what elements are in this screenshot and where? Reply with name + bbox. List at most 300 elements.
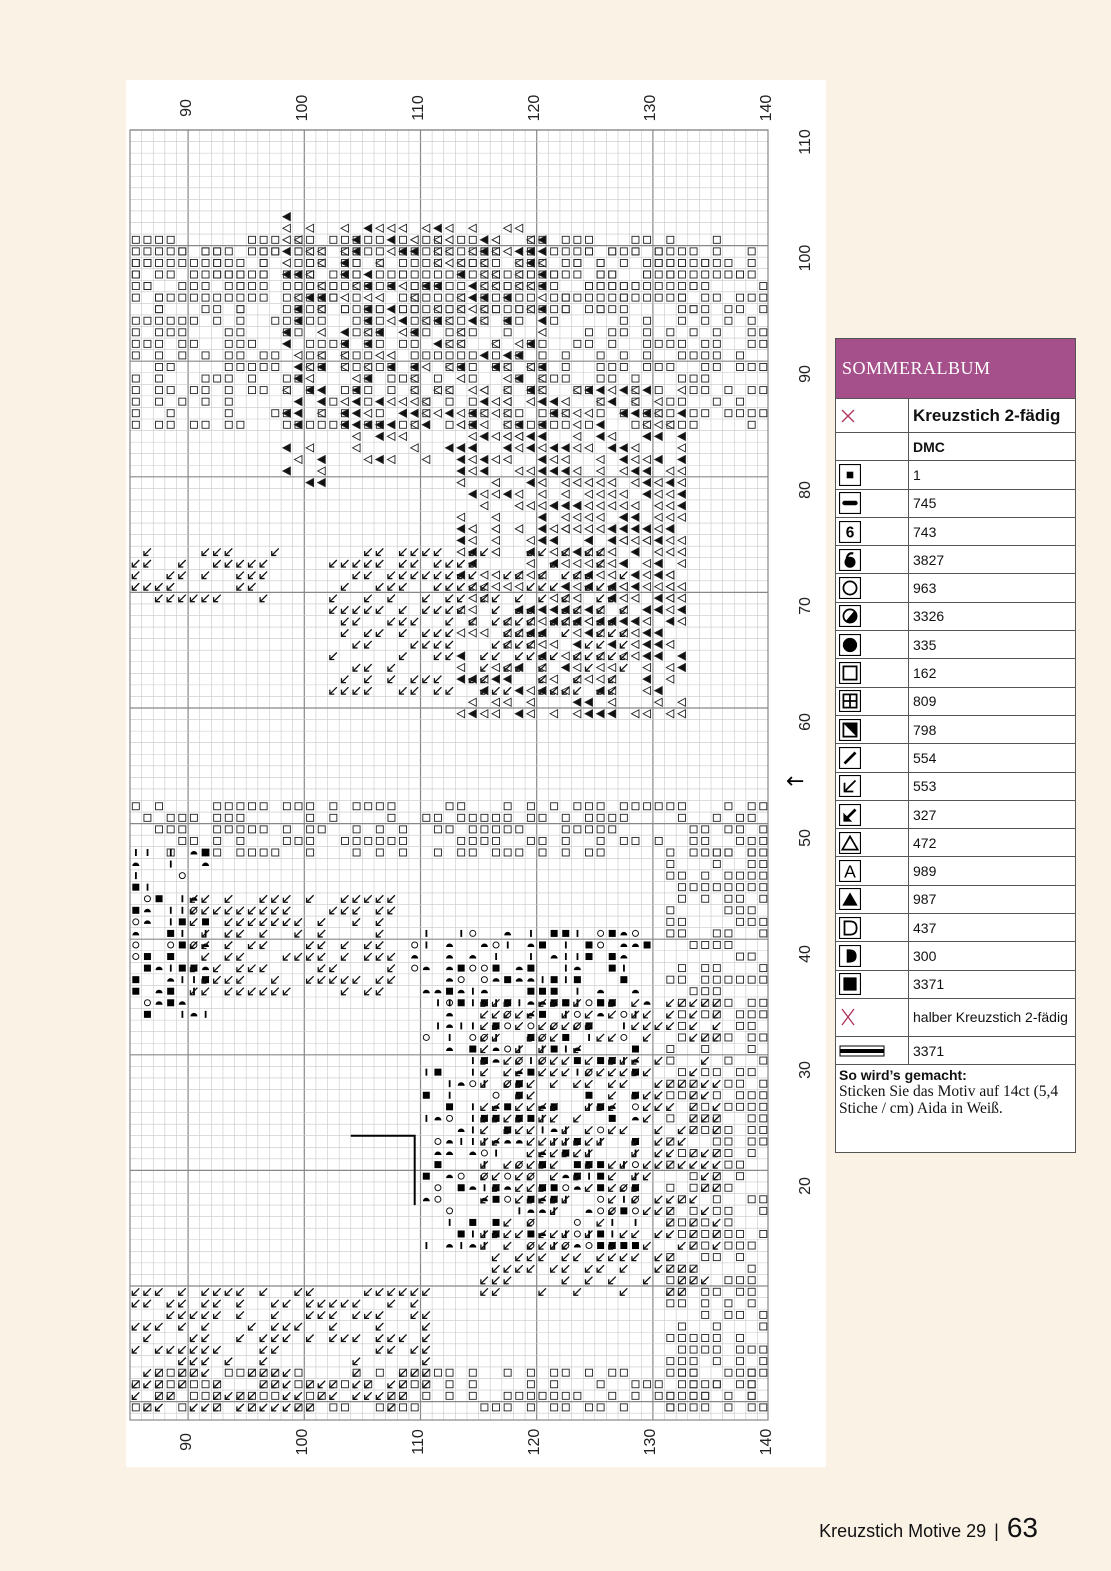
stitch-mark — [225, 271, 232, 278]
stitch-mark — [493, 1196, 500, 1203]
stitch-mark — [690, 1184, 697, 1191]
stitch-mark — [737, 1173, 744, 1180]
stitch-mark — [493, 352, 500, 359]
stitch-mark — [620, 803, 627, 810]
stitch-mark — [353, 572, 360, 579]
stitch-mark — [423, 1092, 430, 1099]
stitch-mark — [748, 849, 755, 856]
stitch-mark — [469, 490, 477, 498]
stitch-mark — [283, 375, 290, 382]
stitch-mark — [307, 1381, 314, 1388]
stitch-mark — [585, 386, 593, 394]
stitch-mark — [132, 572, 139, 579]
stitch-mark — [144, 1011, 151, 1018]
stitch-mark — [585, 525, 593, 533]
stitch-mark — [341, 837, 348, 844]
stitch-mark — [702, 1277, 709, 1284]
stitch-mark — [458, 990, 465, 993]
stitch-mark — [609, 375, 616, 382]
stitch-mark — [667, 999, 674, 1006]
stitch-mark — [376, 1288, 383, 1295]
stitch-mark — [181, 930, 183, 937]
stitch-mark — [573, 698, 581, 706]
grid-lines — [130, 130, 768, 1420]
stitch-mark — [272, 1346, 279, 1353]
stitch-mark — [167, 988, 174, 995]
stitch-mark — [353, 1369, 360, 1376]
stitch-mark — [542, 1126, 544, 1133]
stitch-mark — [400, 306, 407, 313]
legend-row — [836, 942, 1075, 970]
stitch-mark — [713, 884, 720, 891]
stitch-mark — [365, 606, 372, 613]
stitch-mark — [515, 271, 523, 279]
stitch-mark — [484, 1184, 486, 1191]
stitch-mark — [620, 525, 628, 533]
stitch-mark — [446, 1392, 453, 1399]
stitch-mark — [481, 814, 488, 821]
stitch-mark — [573, 594, 581, 602]
stitch-mark — [620, 1254, 627, 1261]
stitch-mark — [411, 1381, 418, 1388]
stitch-mark — [678, 259, 685, 266]
stitch-mark — [760, 861, 767, 868]
stitch-mark — [690, 1069, 697, 1076]
stitch-mark — [597, 421, 605, 429]
dmc-code: 3827 — [913, 551, 945, 568]
stitch-mark — [737, 976, 744, 983]
stitch-mark — [376, 930, 383, 937]
stitch-mark — [585, 1057, 592, 1064]
stitch-mark — [527, 479, 535, 487]
stitch-mark — [666, 467, 674, 475]
stitch-mark — [725, 1392, 732, 1399]
stitch-mark — [527, 1115, 534, 1122]
stitch-mark — [609, 1196, 616, 1203]
stitch-mark — [574, 1219, 580, 1225]
stitch-mark — [458, 1230, 465, 1237]
stitch-mark — [702, 1311, 709, 1318]
stitch-mark — [376, 548, 383, 555]
stitch-mark — [504, 572, 511, 579]
stitch-mark — [411, 294, 419, 302]
stitch-mark — [577, 930, 579, 937]
stitch-mark — [457, 375, 465, 383]
stitch-mark — [690, 259, 697, 266]
stitch-mark — [272, 410, 279, 417]
stitch-mark — [469, 259, 476, 266]
stitch-mark — [527, 710, 535, 718]
stitch-mark — [748, 421, 755, 428]
stitch-mark — [353, 444, 361, 452]
dmc-code: 3326 — [913, 608, 945, 625]
stitch-mark — [434, 340, 442, 348]
stitch-mark — [295, 953, 302, 960]
stitch-mark — [446, 967, 453, 971]
stitch-mark — [690, 306, 697, 313]
stitch-mark — [214, 248, 221, 255]
column-label: 100 — [294, 94, 312, 122]
stitch-mark — [655, 606, 663, 614]
stitch-mark — [132, 236, 139, 243]
stitch-mark — [667, 363, 674, 370]
stitch-mark — [481, 652, 488, 659]
stitch-mark — [565, 1046, 567, 1053]
stitch-mark — [748, 1369, 755, 1376]
stitch-mark — [388, 664, 395, 671]
stitch-mark — [760, 999, 767, 1006]
stitch-mark — [702, 1034, 709, 1041]
stitch-mark — [422, 282, 430, 290]
stitch-mark — [446, 560, 453, 567]
stitch-mark — [667, 1404, 674, 1411]
stitch-mark — [330, 421, 337, 428]
stitch-mark — [446, 955, 453, 959]
stitch-mark — [469, 1219, 476, 1226]
stitch-mark — [585, 1369, 592, 1376]
stitch-mark — [423, 990, 430, 993]
pattern-grid — [126, 80, 826, 1467]
stitch-mark — [225, 375, 232, 382]
stitch-mark — [434, 1161, 441, 1168]
stitch-mark — [551, 294, 558, 301]
stitch-mark — [597, 271, 604, 278]
stitch-mark — [678, 490, 686, 498]
stitch-mark — [330, 560, 337, 567]
stitch-mark — [167, 259, 174, 266]
stitch-mark — [643, 606, 651, 614]
stitch-mark — [748, 1300, 755, 1307]
stitch-mark — [667, 283, 674, 290]
stitch-mark — [562, 294, 569, 301]
stitch-mark — [678, 513, 686, 521]
stitch-mark — [527, 1126, 534, 1133]
stitch-mark — [457, 548, 465, 556]
stitch-mark — [202, 352, 209, 359]
stitch-mark — [167, 294, 174, 301]
stitch-mark — [423, 259, 430, 266]
stitch-mark — [179, 1346, 186, 1353]
stitch-mark — [341, 606, 348, 613]
stitch-mark — [237, 560, 244, 567]
stitch-mark — [621, 1011, 627, 1017]
stitch-mark — [295, 1404, 302, 1411]
stitch-mark — [666, 617, 674, 625]
stitch-mark — [539, 1022, 546, 1029]
stitch-mark — [713, 1080, 720, 1087]
stitch-mark — [655, 594, 663, 602]
stitch-mark — [586, 1243, 592, 1249]
stitch-mark — [493, 1265, 500, 1272]
dmc-code: 3371 — [913, 976, 945, 993]
stitch-mark — [472, 1069, 474, 1076]
stitch-mark — [539, 595, 546, 602]
stitch-mark — [469, 421, 477, 429]
stitch-mark — [725, 1126, 732, 1133]
stitch-mark — [690, 1103, 697, 1110]
stitch-mark — [132, 932, 139, 936]
stitch-mark — [678, 872, 685, 879]
stitch-mark — [214, 1288, 221, 1295]
stitch-mark — [179, 1369, 186, 1376]
stitch-mark — [725, 1277, 732, 1284]
stitch-mark — [655, 1126, 662, 1133]
stitch-mark — [620, 943, 627, 947]
stitch-mark — [469, 1152, 476, 1156]
stitch-mark — [168, 942, 174, 948]
legend-row — [836, 716, 1075, 744]
stitch-mark — [516, 849, 523, 856]
stitch-mark — [423, 1198, 430, 1202]
stitch-mark — [237, 988, 244, 995]
stitch-mark — [144, 1369, 151, 1376]
stitch-mark — [632, 837, 639, 844]
stitch-mark — [307, 1404, 314, 1411]
stitch-mark — [713, 340, 720, 347]
stitch-mark — [609, 1277, 616, 1284]
stitch-mark — [190, 387, 197, 394]
stitch-mark — [748, 1277, 755, 1284]
stitch-mark — [411, 409, 419, 417]
stitch-mark — [737, 1022, 744, 1029]
stitch-mark — [260, 271, 267, 278]
stitch-mark — [388, 1288, 395, 1295]
stitch-mark — [504, 849, 511, 856]
stitch-mark — [434, 652, 441, 659]
stitch-mark — [411, 306, 418, 313]
stitch-mark — [307, 814, 314, 821]
stitch-mark — [644, 1115, 651, 1122]
stitch-mark — [597, 675, 605, 683]
stitch-mark — [690, 1242, 697, 1249]
stitch-mark — [144, 560, 151, 567]
stitch-mark — [562, 236, 569, 243]
stitch-mark — [551, 1381, 558, 1388]
stitch-mark — [449, 999, 451, 1006]
stitch-mark — [551, 271, 558, 278]
stitch-mark — [620, 306, 627, 313]
stitch-mark — [702, 363, 709, 370]
stitch-mark — [437, 1022, 439, 1029]
stitch-mark — [341, 988, 348, 995]
stitch-mark — [156, 967, 163, 971]
stitch-mark — [260, 1392, 267, 1399]
stitch-mark — [620, 248, 627, 255]
stitch-mark — [748, 1288, 755, 1295]
stitch-mark — [457, 652, 465, 660]
stitch-mark — [562, 363, 569, 370]
stitch-mark — [713, 941, 720, 948]
stitch-mark — [620, 294, 627, 301]
stitch-mark — [480, 490, 488, 498]
stitch-mark — [283, 895, 290, 902]
stitch-mark — [550, 710, 558, 718]
stitch-mark — [760, 1404, 767, 1411]
stitch-mark — [156, 895, 163, 902]
stitch-mark — [260, 930, 267, 937]
stitch-mark — [493, 1048, 500, 1052]
stitch-mark — [353, 236, 361, 244]
stitch-mark — [527, 1150, 534, 1157]
stitch-mark — [539, 294, 547, 302]
stitch-mark — [365, 687, 372, 694]
stitch-mark — [655, 271, 662, 278]
stitch-mark — [318, 328, 326, 336]
stitch-mark — [690, 1011, 697, 1018]
stitch-mark — [481, 548, 488, 555]
stitch-mark — [597, 837, 604, 844]
stitch-mark — [550, 409, 558, 417]
stitch-mark — [573, 525, 581, 533]
stitch-mark — [423, 595, 430, 602]
stitch-mark — [353, 375, 361, 383]
stitch-mark — [179, 1358, 186, 1365]
stitch-mark — [644, 294, 651, 301]
stitch-mark — [179, 1001, 186, 1005]
stitch-mark — [132, 340, 139, 347]
stitch-mark — [225, 352, 232, 359]
stitch-mark — [527, 943, 534, 947]
stitch-mark — [748, 1196, 755, 1203]
stitch-mark — [667, 872, 674, 879]
stitch-mark — [515, 375, 523, 383]
stitch-mark — [446, 595, 453, 602]
stitch-mark — [132, 1381, 139, 1388]
stitch-mark — [620, 1126, 627, 1133]
stitch-mark — [307, 283, 314, 290]
stitch-mark — [586, 1000, 592, 1006]
stitch-mark — [132, 583, 139, 590]
stitch-mark — [399, 282, 407, 290]
stitch-mark — [341, 1381, 348, 1388]
stitch-mark — [527, 988, 534, 995]
stitch-mark — [760, 1207, 767, 1214]
stitch-mark — [713, 1022, 720, 1029]
stitch-mark — [702, 1115, 709, 1122]
stitch-mark — [702, 1092, 709, 1099]
stitch-mark — [283, 213, 291, 221]
stitch-mark — [690, 1126, 697, 1133]
stitch-mark — [655, 1230, 662, 1237]
stitch-mark — [423, 1034, 429, 1040]
stitch-mark — [446, 943, 453, 947]
stitch-mark — [678, 1080, 685, 1087]
stitch-mark — [527, 421, 534, 428]
stitch-mark — [156, 1323, 163, 1330]
stitch-mark — [458, 1128, 465, 1131]
stitch-mark — [353, 826, 360, 833]
stitch-mark — [330, 294, 337, 301]
stitch-mark — [760, 340, 767, 347]
stitch-mark — [678, 1369, 685, 1376]
stitch-mark — [748, 814, 755, 821]
stitch-mark — [426, 941, 428, 948]
legend-row — [836, 546, 1075, 574]
stitch-mark — [748, 387, 755, 394]
stitch-mark — [527, 1369, 534, 1376]
stitch-mark — [458, 1082, 465, 1086]
stitch-mark — [585, 502, 593, 510]
stitch-mark — [341, 1335, 348, 1342]
stitch-mark — [565, 965, 567, 972]
stitch-mark — [434, 224, 442, 232]
stitch-mark — [330, 398, 337, 405]
stitch-mark — [202, 967, 209, 971]
stitch-mark — [294, 305, 302, 313]
stitch-mark — [702, 1335, 709, 1342]
stitch-mark — [644, 1173, 651, 1180]
stitch-mark — [631, 571, 639, 579]
stitch-mark — [481, 1288, 488, 1295]
legend-stitch-type-row — [836, 399, 1075, 433]
stitch-mark — [388, 375, 395, 382]
stitch-mark — [492, 490, 500, 498]
stitch-mark — [713, 1335, 720, 1342]
stitch-mark — [539, 1011, 546, 1018]
stitch-mark — [504, 1369, 511, 1376]
cross-stitch-icon — [836, 399, 909, 432]
stitch-mark — [135, 872, 137, 879]
stitch-mark — [504, 455, 512, 463]
stitch-mark — [565, 953, 567, 960]
stitch-mark — [667, 1184, 674, 1191]
stitch-mark — [527, 978, 534, 982]
stitch-mark — [400, 618, 407, 625]
stitch-mark — [597, 803, 604, 810]
stitch-mark — [550, 467, 558, 475]
stitch-mark — [562, 421, 569, 428]
stitch-mark — [411, 236, 419, 244]
stitch-mark — [481, 943, 488, 947]
stitch-mark — [493, 306, 500, 313]
stitch-mark — [237, 1300, 244, 1307]
stitch-mark — [156, 583, 163, 590]
stitch-mark — [655, 513, 663, 521]
stitch-mark — [516, 1173, 523, 1180]
stitch-mark — [620, 976, 627, 983]
stitch-mark — [713, 259, 720, 266]
stitch-mark — [376, 976, 383, 983]
stitch-mark — [737, 294, 744, 301]
stitch-mark — [585, 1138, 592, 1145]
stitch-mark — [225, 953, 232, 960]
stitch-mark — [504, 1277, 511, 1284]
stitch-mark — [565, 976, 567, 983]
stitch-mark — [167, 1300, 174, 1307]
stitch-mark — [690, 1196, 697, 1203]
stitch-mark — [550, 536, 558, 544]
stitch-mark — [422, 398, 430, 406]
stitch-mark — [585, 675, 593, 683]
stitch-mark — [181, 976, 183, 983]
stitch-mark — [449, 1219, 451, 1226]
stitch-mark — [400, 652, 407, 659]
stitch-mark — [307, 259, 314, 266]
stitch-mark — [458, 352, 465, 359]
stitch-mark — [515, 224, 523, 232]
stitch-mark — [516, 826, 523, 833]
stitch-mark — [376, 1323, 383, 1330]
stitch-mark — [690, 387, 697, 394]
stitch-mark — [597, 710, 605, 718]
stitch-mark — [376, 363, 383, 370]
stitch-mark — [504, 421, 512, 429]
stitch-mark — [597, 826, 604, 833]
stitch-mark — [562, 629, 569, 636]
stitch-mark — [144, 1300, 151, 1307]
stitch-mark — [585, 1265, 592, 1272]
stitch-mark — [272, 918, 279, 925]
